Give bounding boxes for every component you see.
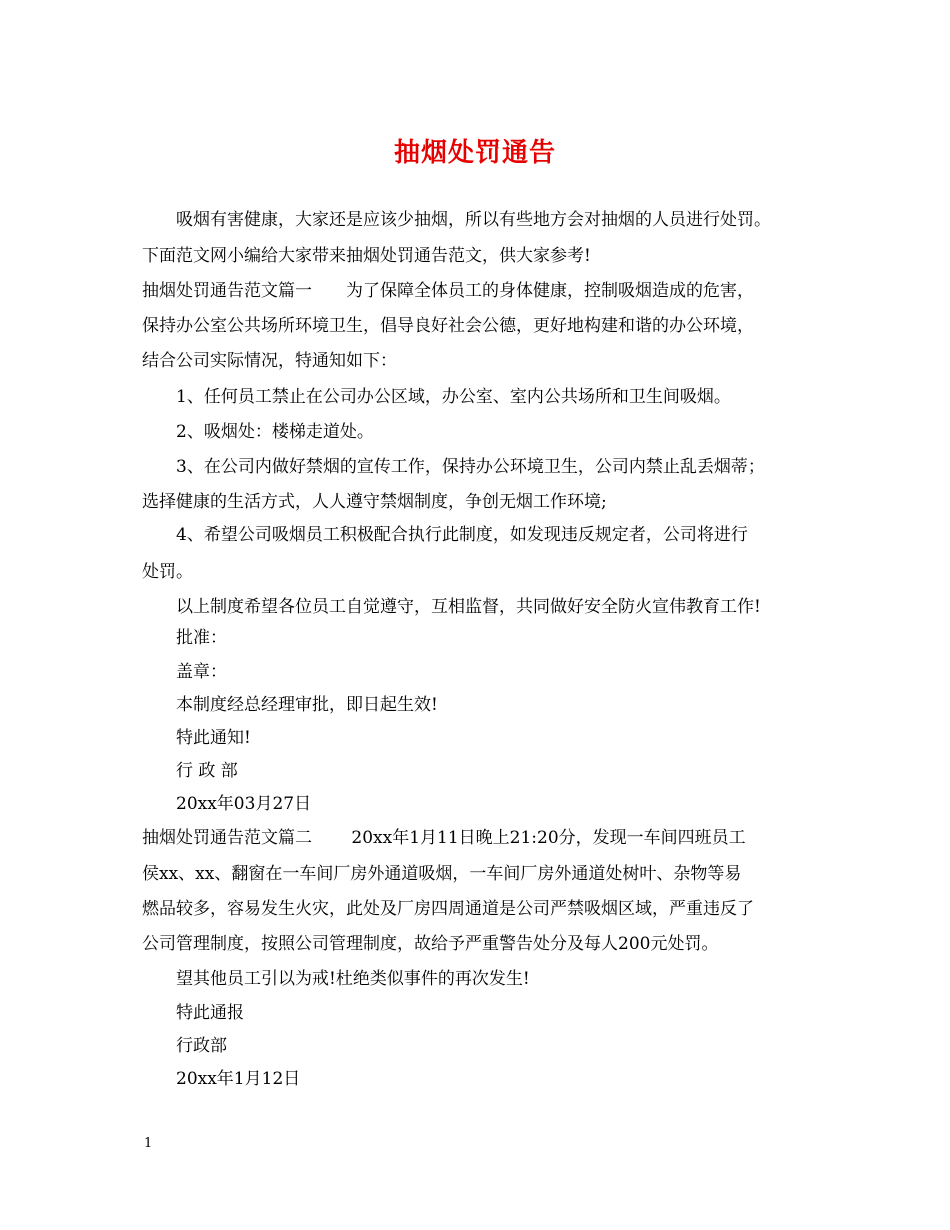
paragraph-line: 盖章：	[176, 662, 227, 682]
paragraph-line: 选择健康的生活方式，人人遵守禁烟制度，争创无烟工作环境;	[142, 492, 607, 512]
paragraph-line: 本制度经总经理审批，即日起生效!	[176, 695, 438, 715]
paragraph-line: 20xx年03月27日	[176, 794, 312, 814]
paragraph-line: 公司管理制度，按照公司管理制度，故给予严重警告处分及每人200元处罚。	[142, 934, 719, 954]
paragraph-line: 以上制度希望各位员工自觉遵守，互相监督，共同做好安全防火宣伟教育工作!	[176, 597, 761, 617]
paragraph-line: 特此通报	[176, 1003, 244, 1023]
paragraph-line: 20xx年1月12日	[176, 1069, 301, 1089]
paragraph-line: 望其他员工引以为戒!杜绝类似事件的再次发生!	[176, 969, 530, 989]
paragraph-line: 行政部	[176, 1036, 227, 1056]
paragraph-line: 保持办公室公共场所环境卫生，倡导良好社会公德，更好地构建和谐的办公环境，	[142, 316, 754, 336]
paragraph-line: 4、希望公司吸烟员工积极配合执行此制度，如发现违反规定者，公司将进行	[176, 525, 748, 545]
paragraph-line: 2、吸烟处：楼梯走道处。	[176, 422, 374, 442]
paragraph-line: 3、在公司内做好禁烟的宣传工作，保持办公环境卫生，公司内禁止乱丢烟蒂；	[176, 457, 765, 477]
paragraph-line: 处罚。	[142, 562, 193, 582]
paragraph-line: 结合公司实际情况，特通知如下：	[142, 351, 397, 371]
paragraph-line: 抽烟处罚通告范文篇二 20xx年1月11日晚上21:20分，发现一车间四班员工	[142, 828, 746, 848]
paragraph-line: 燃品较多，容易发生火灾，此处及厂房四周通道是公司严禁吸烟区域，严重违反了	[142, 899, 754, 919]
paragraph-line: 批准：	[176, 628, 227, 648]
paragraph-line: 侯xx、xx、翻窗在一车间厂房外通道吸烟，一车间厂房外通道处树叶、杂物等易	[142, 864, 742, 884]
paragraph-line: 吸烟有害健康，大家还是应该少抽烟，所以有些地方会对抽烟的人员进行处罚。	[176, 210, 771, 230]
paragraph-line: 行 政 部	[176, 761, 238, 781]
page-number: 1	[144, 1136, 153, 1151]
paragraph-line: 抽烟处罚通告范文篇一 为了保障全体员工的身体健康，控制吸烟造成的危害，	[142, 281, 754, 301]
paragraph-line: 特此通知!	[176, 728, 251, 748]
paragraph-line: 1、任何员工禁止在公司办公区域，办公室、室内公共场所和卫生间吸烟。	[176, 387, 731, 407]
document-title: 抽烟处罚通告	[393, 138, 556, 168]
paragraph-line: 下面范文网小编给大家带来抽烟处罚通告范文，供大家参考!	[142, 246, 591, 266]
